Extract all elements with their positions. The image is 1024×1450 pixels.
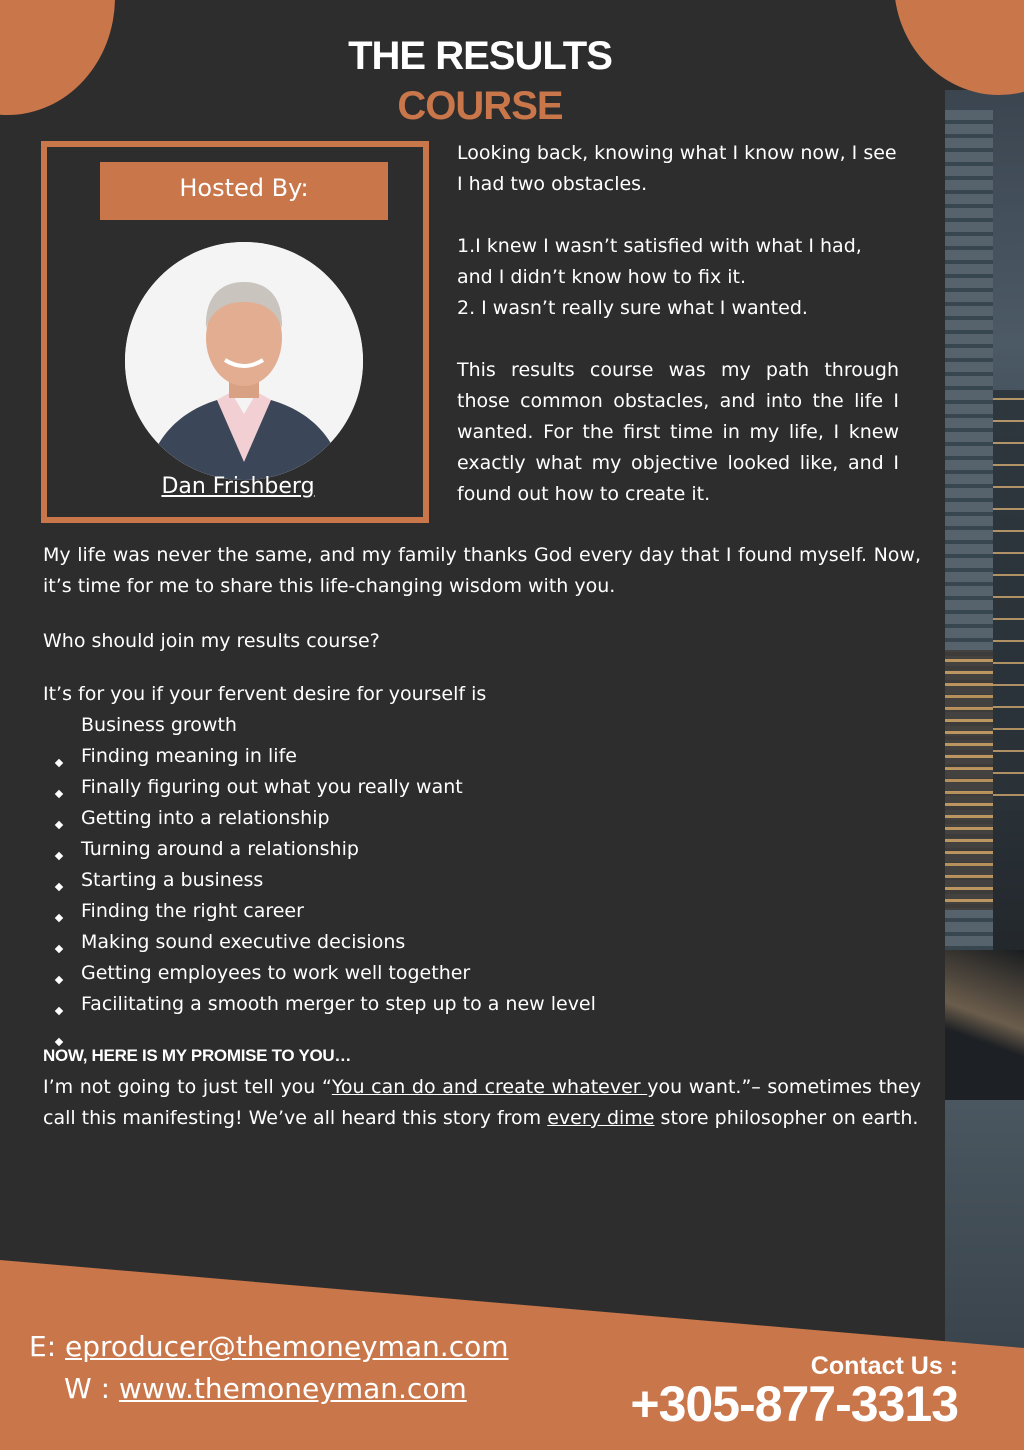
building-base-shape xyxy=(945,1100,1024,1350)
list-item: Getting into a relationship xyxy=(43,803,743,834)
promise-heading: NOW, HERE IS MY PROMISE TO YOU… xyxy=(43,1046,352,1065)
life-paragraph-block xyxy=(43,540,921,602)
list-item: Finally figuring out what you really want xyxy=(43,772,743,803)
host-portrait-icon xyxy=(125,242,363,480)
course-path-paragraph: This results course was my path through those common obstacles, and into the life I wanted. For the first time in my life, I knew exactly what my objective looked like, and I found out how to create it. xyxy=(457,359,899,505)
page-subtitle: COURSE xyxy=(397,84,563,128)
obstacle-one-line-a: 1.I knew I wasn’t satisfied with what I had, xyxy=(457,235,862,257)
page-title: THE RESULTS xyxy=(348,34,612,78)
email-label: E: xyxy=(29,1330,66,1363)
promise-quote-underlined: You can do and create whatever xyxy=(331,1076,648,1098)
phone-number[interactable]: +305-877-3313 xyxy=(630,1376,958,1432)
list-item: Getting employees to work well together xyxy=(43,958,743,989)
intro-paragraph: Looking back, knowing what I know now, I see I had two obstacles. xyxy=(457,142,897,195)
web-label: W : xyxy=(64,1372,119,1405)
list-intro-block xyxy=(43,679,921,710)
list-item: Making sound executive decisions xyxy=(43,927,743,958)
email-line xyxy=(29,1330,509,1363)
every-dime-underlined: every dime xyxy=(547,1107,655,1129)
list-item: Business growth xyxy=(81,714,237,736)
promise-paragraph-block xyxy=(43,1072,921,1134)
host-name-link[interactable]: Dan Frishberg xyxy=(161,474,315,499)
hosted-by-label: Hosted By: xyxy=(100,162,388,220)
bullet-icon xyxy=(55,852,63,860)
list-item: Facilitating a smooth merger to step up to a new level xyxy=(43,989,743,1020)
obstacle-two: 2. I wasn’t really sure what I wanted. xyxy=(457,297,808,319)
contact-label: Contact Us : xyxy=(810,1352,958,1380)
bullet-icon xyxy=(55,883,63,891)
list-item: Starting a business xyxy=(43,865,743,896)
web-line xyxy=(64,1372,467,1405)
skyscraper-shape xyxy=(993,390,1024,810)
question-block xyxy=(43,626,921,657)
bullet-icon xyxy=(55,1038,63,1046)
email-link[interactable]: eproducer@themoneyman.com xyxy=(65,1330,509,1363)
obstacle-one-line-b: and I didn’t know how to fix it. xyxy=(457,266,747,288)
bullet-icon xyxy=(55,759,63,767)
host-photo xyxy=(125,242,363,480)
bullet-icon xyxy=(55,976,63,984)
list-item: Finding the right career xyxy=(43,896,743,927)
join-question: Who should join my results course? xyxy=(43,630,380,652)
bullet-icon xyxy=(55,821,63,829)
promise-paragraph: I’m not going to just tell you “You can do and create whatever you want.”– sometimes they call this manifesting! We’ve all heard this story from every dime store philosopher on earth. xyxy=(43,1076,921,1129)
list-item: Turning around a relationship xyxy=(43,834,743,865)
life-paragraph: My life was never the same, and my family thanks God every day that I found myself. Now, it’s time for me to share this life-changing wisdom with you. xyxy=(43,544,921,597)
decorative-circle-top-right xyxy=(894,0,1024,95)
bullet-icon xyxy=(55,1007,63,1015)
elevated-track-shape xyxy=(945,950,1024,1100)
intro-column xyxy=(457,138,899,510)
list-item: Finding meaning in life xyxy=(43,741,743,772)
desire-list xyxy=(43,710,743,1051)
bullet-icon xyxy=(55,914,63,922)
bullet-icon xyxy=(55,945,63,953)
website-link[interactable]: www.themoneyman.com xyxy=(118,1372,467,1405)
skyscraper-shape xyxy=(945,650,993,910)
bullet-icon xyxy=(55,790,63,798)
list-intro: It’s for you if your fervent desire for yourself is xyxy=(43,683,487,705)
city-skyline-image xyxy=(945,90,1024,1350)
